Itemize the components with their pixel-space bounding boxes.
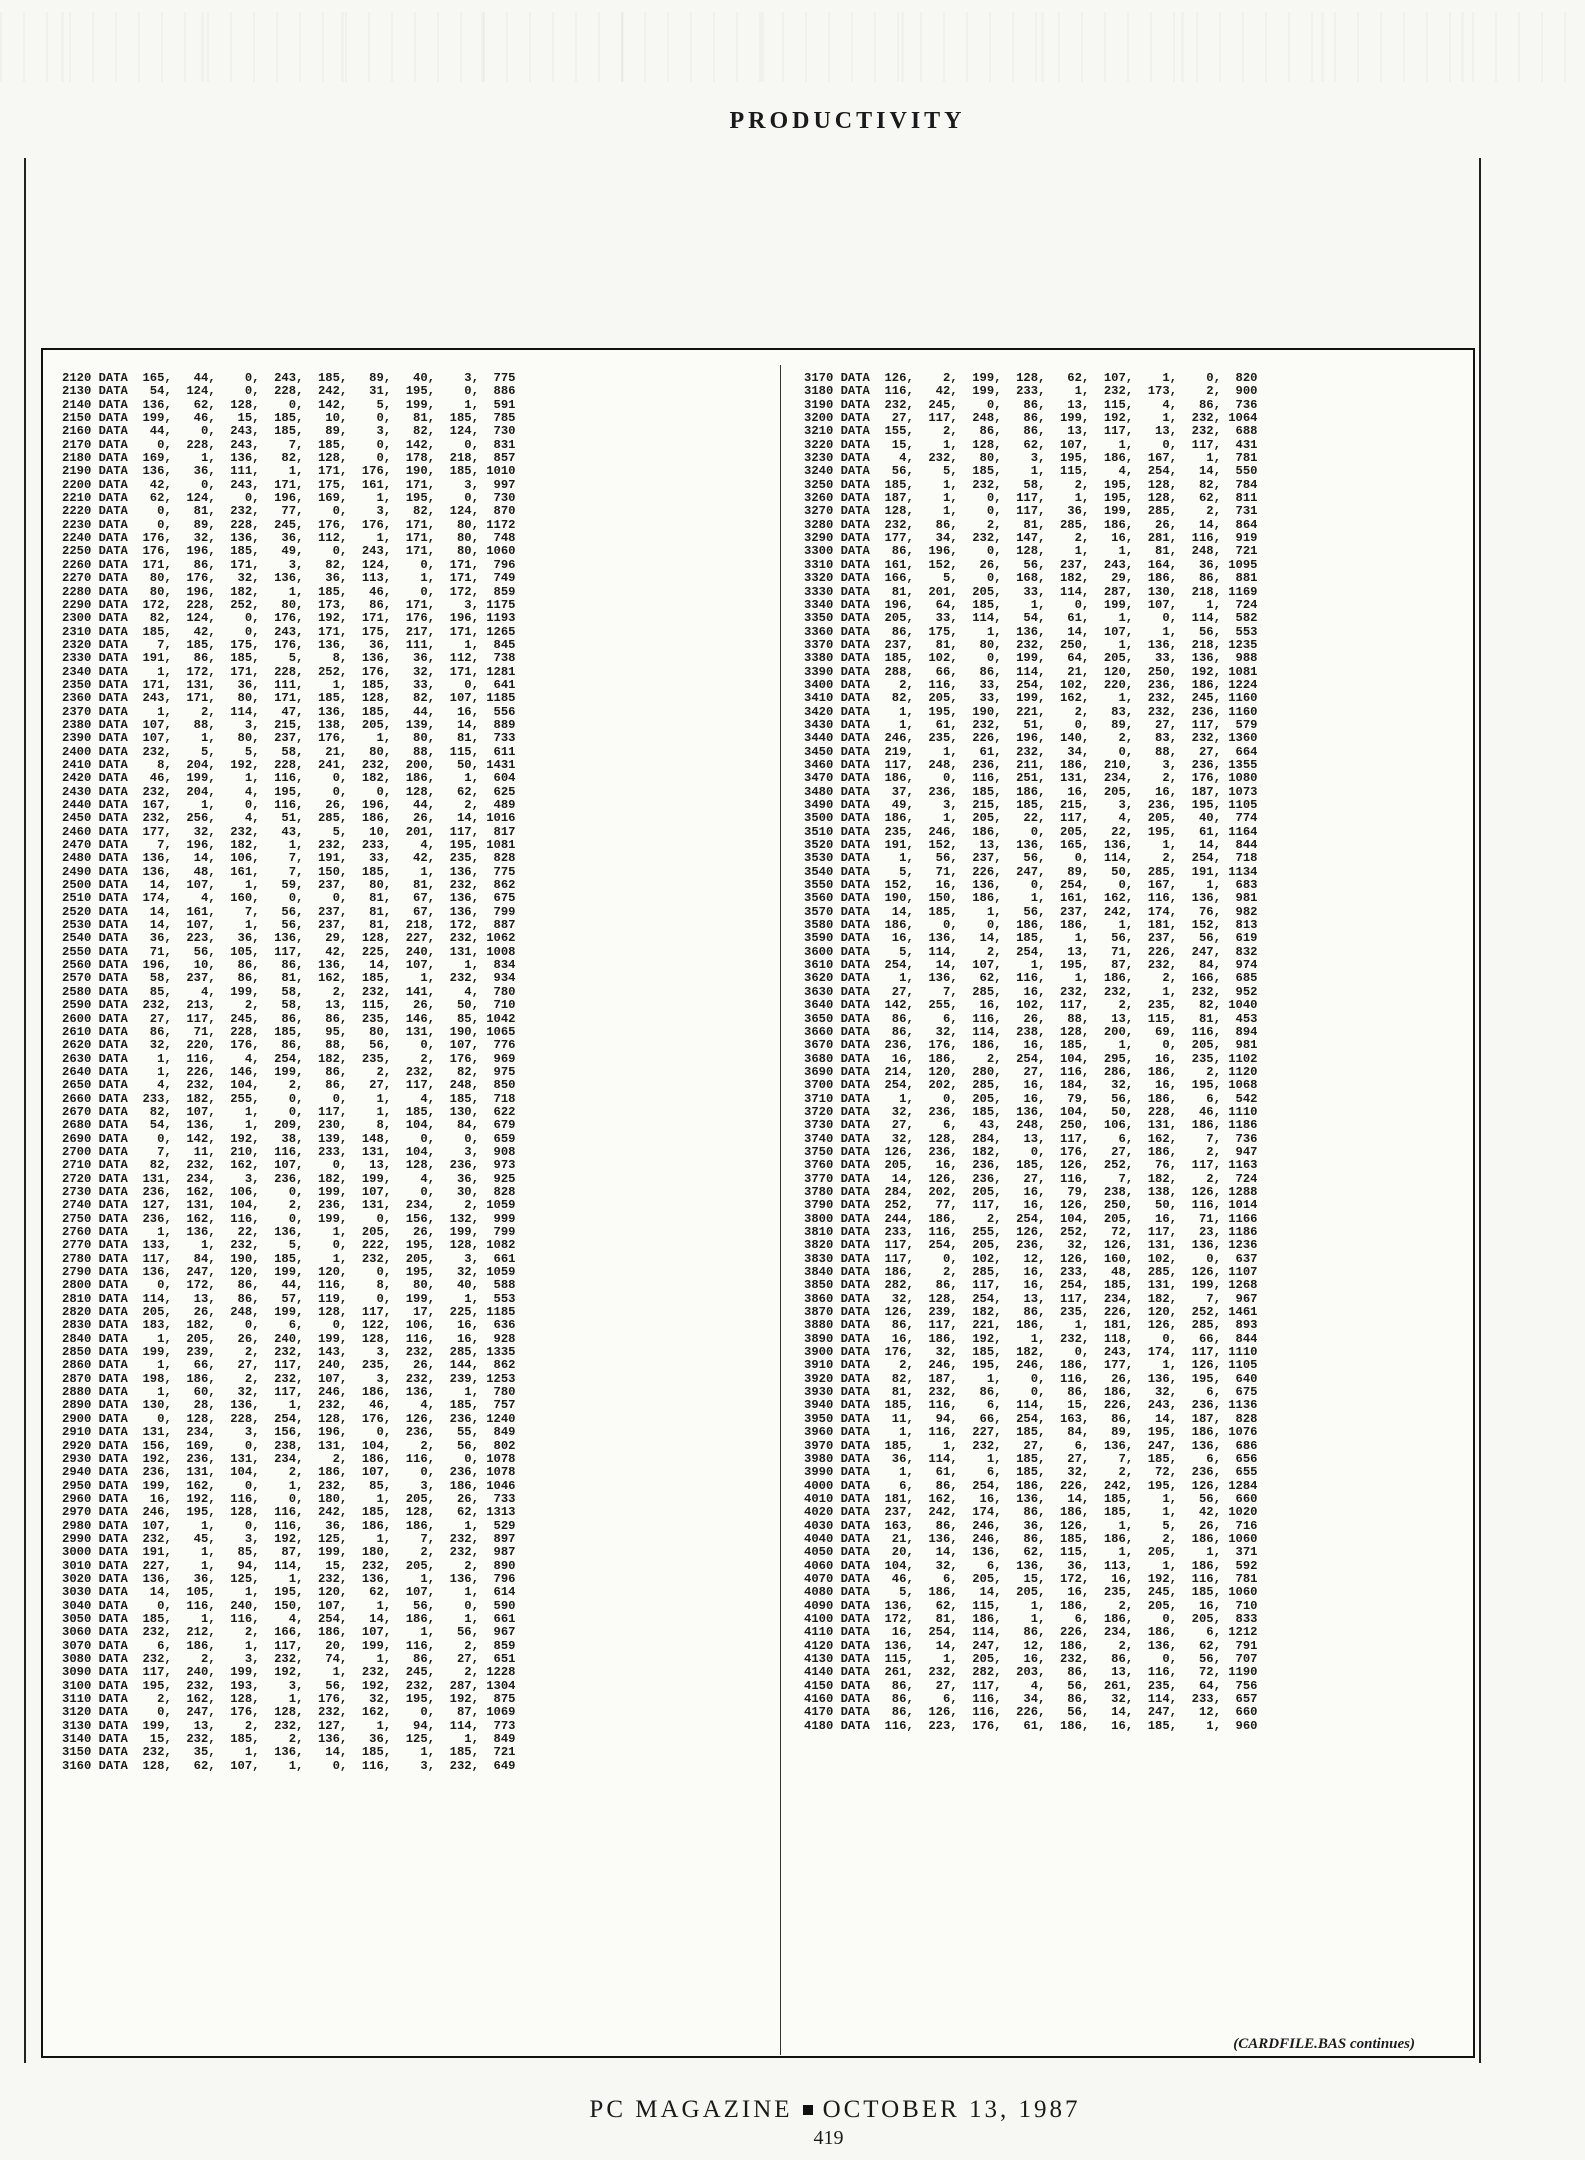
data-line: 3940 DATA 185, 116, 6, 114, 15, 226, 243, 236, 1136 bbox=[804, 1398, 1258, 1413]
data-line: 4110 DATA 16, 254, 114, 86, 226, 234, 186, 6, 1212 bbox=[804, 1625, 1258, 1640]
data-line: 2670 DATA 82, 107, 1, 0, 117, 1, 185, 130, 622 bbox=[62, 1104, 516, 1119]
data-line: 3300 DATA 86, 196, 0, 128, 1, 1, 81, 248, 721 bbox=[804, 544, 1258, 559]
data-line: 2610 DATA 86, 71, 228, 185, 95, 80, 131, 190, 1065 bbox=[62, 1024, 516, 1039]
data-line: 2500 DATA 14, 107, 1, 59, 237, 80, 81, 232, 862 bbox=[62, 878, 516, 893]
data-line: 3870 DATA 126, 239, 182, 86, 235, 226, 120, 252, 1461 bbox=[804, 1305, 1258, 1320]
data-line: 3850 DATA 282, 86, 117, 16, 254, 185, 131, 199, 1268 bbox=[804, 1278, 1258, 1293]
data-line: 4140 DATA 261, 232, 282, 203, 86, 13, 116, 72, 1190 bbox=[804, 1665, 1258, 1680]
data-line: 3090 DATA 117, 240, 199, 192, 1, 232, 245, 2, 1228 bbox=[62, 1665, 516, 1680]
data-line: 3650 DATA 86, 6, 116, 26, 88, 13, 115, 81, 453 bbox=[804, 1011, 1258, 1026]
data-line: 3530 DATA 1, 56, 237, 56, 0, 114, 2, 254, 718 bbox=[804, 851, 1258, 866]
data-line: 3160 DATA 128, 62, 107, 1, 0, 116, 3, 232, 649 bbox=[62, 1758, 516, 1773]
data-line: 3150 DATA 232, 35, 1, 136, 14, 185, 1, 185, 721 bbox=[62, 1745, 516, 1760]
data-line: 2220 DATA 0, 81, 232, 77, 0, 3, 82, 124, 870 bbox=[62, 504, 516, 519]
continuation-caption: (CARDFILE.BAS continues) bbox=[1233, 2036, 1415, 2052]
data-line: 2710 DATA 82, 232, 162, 107, 0, 13, 128, 236, 973 bbox=[62, 1158, 516, 1173]
data-line: 2350 DATA 171, 131, 36, 111, 1, 185, 33, 0, 641 bbox=[62, 677, 516, 692]
data-line: 3480 DATA 37, 236, 185, 186, 16, 205, 16, 187, 1073 bbox=[804, 784, 1258, 799]
data-line: 3660 DATA 86, 32, 114, 238, 128, 200, 69, 116, 894 bbox=[804, 1024, 1258, 1039]
data-line: 3580 DATA 186, 0, 0, 186, 186, 1, 181, 152, 813 bbox=[804, 918, 1258, 933]
data-line: 3370 DATA 237, 81, 80, 232, 250, 1, 136, 218, 1235 bbox=[804, 637, 1258, 652]
data-line: 2150 DATA 199, 46, 15, 185, 10, 0, 81, 185, 785 bbox=[62, 411, 516, 426]
data-line: 2900 DATA 0, 128, 228, 254, 128, 176, 126, 236, 1240 bbox=[62, 1411, 516, 1426]
data-line: 3750 DATA 126, 236, 182, 0, 176, 27, 186, 2, 947 bbox=[804, 1144, 1258, 1159]
data-line: 3230 DATA 4, 232, 80, 3, 195, 186, 167, 1, 781 bbox=[804, 451, 1258, 466]
data-line: 4020 DATA 237, 242, 174, 86, 186, 185, 1, 42, 1020 bbox=[804, 1505, 1258, 1520]
data-line: 3440 DATA 246, 235, 226, 196, 140, 2, 83, 232, 1360 bbox=[804, 731, 1258, 746]
data-line: 3010 DATA 227, 1, 94, 114, 15, 232, 205, 2, 890 bbox=[62, 1558, 516, 1573]
data-line: 2740 DATA 127, 131, 104, 2, 236, 131, 234, 2, 1059 bbox=[62, 1198, 516, 1213]
data-line: 3190 DATA 232, 245, 0, 86, 13, 115, 4, 86, 736 bbox=[804, 397, 1258, 412]
data-line: 3740 DATA 32, 128, 284, 13, 117, 6, 162, 7, 736 bbox=[804, 1131, 1258, 1146]
page-frame-left-rule bbox=[24, 158, 26, 2063]
data-line: 3680 DATA 16, 186, 2, 254, 104, 295, 16, 235, 1102 bbox=[804, 1051, 1258, 1066]
data-line: 3110 DATA 2, 162, 128, 1, 176, 32, 195, 192, 875 bbox=[62, 1692, 516, 1707]
data-line: 2810 DATA 114, 13, 86, 57, 119, 0, 199, 1, 553 bbox=[62, 1291, 516, 1306]
data-line: 2320 DATA 7, 185, 175, 176, 136, 36, 111, 1, 845 bbox=[62, 637, 516, 652]
data-line: 4100 DATA 172, 81, 186, 1, 6, 186, 0, 205, 833 bbox=[804, 1611, 1258, 1626]
scan-noise-strip bbox=[0, 12, 1585, 82]
data-line: 2420 DATA 46, 199, 1, 116, 0, 182, 186, 1, 604 bbox=[62, 771, 516, 786]
data-line: 3810 DATA 233, 116, 255, 126, 252, 72, 117, 23, 1186 bbox=[804, 1225, 1258, 1239]
data-line: 3180 DATA 116, 42, 199, 233, 1, 232, 173, 2, 900 bbox=[804, 384, 1258, 399]
data-line: 3960 DATA 1, 116, 227, 185, 84, 89, 195, 186, 1076 bbox=[804, 1425, 1258, 1440]
data-line: 3590 DATA 16, 136, 14, 185, 1, 56, 237, 56, 619 bbox=[804, 931, 1258, 946]
data-line: 2720 DATA 131, 234, 3, 236, 182, 199, 4, 36, 925 bbox=[62, 1171, 516, 1186]
data-line: 3690 DATA 214, 120, 280, 27, 116, 286, 186, 2, 1120 bbox=[804, 1064, 1258, 1079]
data-line: 3390 DATA 288, 66, 86, 114, 21, 120, 250, 192, 1081 bbox=[804, 664, 1258, 679]
data-line: 2360 DATA 243, 171, 80, 171, 185, 128, 82, 107, 1185 bbox=[62, 691, 516, 706]
data-line: 2950 DATA 199, 162, 0, 1, 232, 85, 3, 186, 1046 bbox=[62, 1478, 516, 1493]
data-line: 3200 DATA 27, 117, 248, 86, 199, 192, 1, 232, 1064 bbox=[804, 411, 1258, 426]
data-line: 3360 DATA 86, 175, 1, 136, 14, 107, 1, 56, 553 bbox=[804, 624, 1258, 639]
data-line: 2820 DATA 205, 26, 248, 199, 128, 117, 17, 225, 1185 bbox=[62, 1305, 516, 1320]
data-line: 2910 DATA 131, 234, 3, 156, 196, 0, 236, 55, 849 bbox=[62, 1425, 516, 1440]
data-line: 3710 DATA 1, 0, 205, 16, 79, 56, 186, 6, 542 bbox=[804, 1091, 1258, 1106]
data-line: 3790 DATA 252, 77, 117, 16, 126, 250, 50, 116, 1014 bbox=[804, 1198, 1258, 1213]
data-line: 3240 DATA 56, 5, 185, 1, 115, 4, 254, 14, 550 bbox=[804, 464, 1258, 479]
data-line: 2580 DATA 85, 4, 199, 58, 2, 232, 141, 4, 780 bbox=[62, 984, 516, 999]
data-line: 2540 DATA 36, 223, 36, 136, 29, 128, 227, 232, 1062 bbox=[62, 931, 516, 946]
data-line: 2960 DATA 16, 192, 116, 0, 180, 1, 205, 26, 733 bbox=[62, 1491, 516, 1506]
data-line: 3920 DATA 82, 187, 1, 0, 116, 26, 136, 195, 640 bbox=[804, 1371, 1258, 1386]
data-line: 2770 DATA 133, 1, 232, 5, 0, 222, 195, 128, 1082 bbox=[62, 1238, 516, 1253]
data-line: 2440 DATA 167, 1, 0, 116, 26, 196, 44, 2, 489 bbox=[62, 798, 516, 812]
data-line: 3510 DATA 235, 246, 186, 0, 205, 22, 195, 61, 1164 bbox=[804, 824, 1258, 839]
data-line: 2310 DATA 185, 42, 0, 243, 171, 175, 217, 171, 1265 bbox=[62, 624, 516, 639]
data-line: 3130 DATA 199, 13, 2, 232, 127, 1, 94, 114, 773 bbox=[62, 1718, 516, 1733]
data-line: 3430 DATA 1, 61, 232, 51, 0, 89, 27, 117, 579 bbox=[804, 717, 1258, 732]
issue-date: OCTOBER 13, 1987 bbox=[822, 2096, 1081, 2123]
data-line: 2850 DATA 199, 239, 2, 232, 143, 3, 232, 285, 1335 bbox=[62, 1345, 516, 1360]
data-line: 3410 DATA 82, 205, 33, 199, 162, 1, 232, 245, 1160 bbox=[804, 691, 1258, 706]
data-line: 3860 DATA 32, 128, 254, 13, 117, 234, 182, 7, 967 bbox=[804, 1291, 1258, 1306]
data-line: 3400 DATA 2, 116, 33, 254, 102, 220, 236, 186, 1224 bbox=[804, 677, 1258, 692]
data-line: 2190 DATA 136, 36, 111, 1, 171, 176, 190, 185, 1010 bbox=[62, 464, 516, 479]
data-line: 3460 DATA 117, 248, 236, 211, 186, 210, 3, 236, 1355 bbox=[804, 757, 1258, 772]
data-line: 3170 DATA 126, 2, 199, 128, 62, 107, 1, 0, 820 bbox=[804, 371, 1258, 385]
data-line: 3120 DATA 0, 247, 176, 128, 232, 162, 0, 87, 1069 bbox=[62, 1705, 516, 1720]
data-line: 2660 DATA 233, 182, 255, 0, 0, 1, 4, 185, 718 bbox=[62, 1091, 516, 1106]
data-line: 3210 DATA 155, 2, 86, 86, 13, 117, 13, 232, 688 bbox=[804, 424, 1258, 439]
data-line: 3140 DATA 15, 232, 185, 2, 136, 36, 125, 1, 849 bbox=[62, 1732, 516, 1747]
data-line: 2930 DATA 192, 236, 131, 234, 2, 186, 116, 0, 1078 bbox=[62, 1451, 516, 1466]
data-line: 3600 DATA 5, 114, 2, 254, 13, 71, 226, 247, 832 bbox=[804, 944, 1258, 959]
magazine-name: PC MAGAZINE bbox=[589, 2096, 793, 2123]
data-line: 3250 DATA 185, 1, 232, 58, 2, 195, 128, 82, 784 bbox=[804, 477, 1258, 492]
data-line: 3330 DATA 81, 201, 205, 33, 114, 287, 130, 218, 1169 bbox=[804, 584, 1258, 599]
data-line: 4150 DATA 86, 27, 117, 4, 56, 261, 235, 64, 756 bbox=[804, 1678, 1258, 1693]
data-line: 3560 DATA 190, 150, 186, 1, 161, 162, 116, 136, 981 bbox=[804, 891, 1258, 906]
data-line: 3670 DATA 236, 176, 186, 16, 185, 1, 0, 205, 981 bbox=[804, 1038, 1258, 1053]
data-line: 2430 DATA 232, 204, 4, 195, 0, 0, 128, 62, 625 bbox=[62, 784, 516, 799]
data-line: 2140 DATA 136, 62, 128, 0, 142, 5, 199, 1, 591 bbox=[62, 397, 516, 412]
data-line: 3060 DATA 232, 212, 2, 166, 186, 107, 1, 56, 967 bbox=[62, 1625, 516, 1640]
data-line: 3540 DATA 5, 71, 226, 247, 89, 50, 285, 191, 1134 bbox=[804, 864, 1258, 879]
data-line: 2940 DATA 236, 131, 104, 2, 186, 107, 0, 236, 1078 bbox=[62, 1465, 516, 1480]
data-line: 2450 DATA 232, 256, 4, 51, 285, 186, 26, 14, 1016 bbox=[62, 811, 516, 826]
data-line: 2970 DATA 246, 195, 128, 116, 242, 185, 128, 62, 1313 bbox=[62, 1505, 516, 1520]
data-line: 2130 DATA 54, 124, 0, 228, 242, 31, 195, 0, 886 bbox=[62, 384, 516, 399]
data-line: 3020 DATA 136, 36, 125, 1, 232, 136, 1, 136, 796 bbox=[62, 1571, 516, 1586]
data-line: 2390 DATA 107, 1, 80, 237, 176, 1, 80, 81, 733 bbox=[62, 731, 516, 746]
data-line: 2760 DATA 1, 136, 22, 136, 1, 205, 26, 199, 799 bbox=[62, 1225, 516, 1239]
data-line: 2750 DATA 236, 162, 116, 0, 199, 0, 156, 132, 999 bbox=[62, 1211, 516, 1226]
data-line: 2550 DATA 71, 56, 105, 117, 42, 225, 240, 131, 1008 bbox=[62, 944, 516, 959]
data-line: 3990 DATA 1, 61, 6, 185, 32, 2, 72, 236, 655 bbox=[804, 1465, 1258, 1480]
data-line: 2560 DATA 196, 10, 86, 86, 136, 14, 107, 1, 834 bbox=[62, 958, 516, 973]
data-line: 4010 DATA 181, 162, 16, 136, 14, 185, 1, 56, 660 bbox=[804, 1491, 1258, 1506]
listing-column-right bbox=[804, 372, 1257, 1733]
data-line: 2300 DATA 82, 124, 0, 176, 192, 171, 176, 196, 1193 bbox=[62, 611, 516, 626]
listing-column-left bbox=[62, 372, 515, 1773]
data-line: 2340 DATA 1, 172, 171, 228, 252, 176, 32, 171, 1281 bbox=[62, 664, 516, 679]
section-title: PRODUCTIVITY bbox=[729, 108, 966, 134]
data-line: 3910 DATA 2, 246, 195, 246, 186, 177, 1, 126, 1105 bbox=[804, 1358, 1258, 1373]
data-line: 3520 DATA 191, 152, 13, 136, 165, 136, 1, 14, 844 bbox=[804, 838, 1258, 853]
data-line: 2600 DATA 27, 117, 245, 86, 86, 235, 146, 85, 1042 bbox=[62, 1011, 516, 1026]
data-line: 3420 DATA 1, 195, 190, 221, 2, 83, 232, 236, 1160 bbox=[804, 704, 1258, 719]
data-line: 3930 DATA 81, 232, 86, 0, 86, 186, 32, 6, 675 bbox=[804, 1385, 1258, 1400]
data-line: 3780 DATA 284, 202, 205, 16, 79, 238, 138, 126, 1288 bbox=[804, 1184, 1258, 1199]
data-line: 3700 DATA 254, 202, 285, 16, 184, 32, 16, 195, 1068 bbox=[804, 1078, 1258, 1093]
data-line: 2480 DATA 136, 14, 106, 7, 191, 33, 42, 235, 828 bbox=[62, 851, 516, 866]
data-line: 3270 DATA 128, 1, 0, 117, 36, 199, 285, 2, 731 bbox=[804, 504, 1258, 519]
data-line: 3640 DATA 142, 255, 16, 102, 117, 2, 235, 82, 1040 bbox=[804, 998, 1258, 1013]
data-line: 3050 DATA 185, 1, 116, 4, 254, 14, 186, 1, 661 bbox=[62, 1611, 516, 1626]
data-line: 3980 DATA 36, 114, 1, 185, 27, 7, 185, 6, 656 bbox=[804, 1451, 1258, 1466]
data-line: 3080 DATA 232, 2, 3, 232, 74, 1, 86, 27, 651 bbox=[62, 1652, 516, 1666]
page-footer bbox=[0, 2096, 1585, 2124]
data-line: 2800 DATA 0, 172, 86, 44, 116, 8, 80, 40, 588 bbox=[62, 1278, 516, 1293]
data-line: 3730 DATA 27, 6, 43, 248, 250, 106, 131, 186, 1186 bbox=[804, 1118, 1258, 1133]
data-line: 2990 DATA 232, 45, 3, 192, 125, 1, 7, 232, 897 bbox=[62, 1531, 516, 1546]
data-line: 2640 DATA 1, 226, 146, 199, 86, 2, 232, 82, 975 bbox=[62, 1064, 516, 1079]
data-line: 3040 DATA 0, 116, 240, 150, 107, 1, 56, 0, 590 bbox=[62, 1598, 516, 1613]
page-frame-right-rule bbox=[1479, 158, 1481, 2063]
data-line: 2250 DATA 176, 196, 185, 49, 0, 243, 171, 80, 1060 bbox=[62, 544, 516, 559]
data-line: 3100 DATA 195, 232, 193, 3, 56, 192, 232, 287, 1304 bbox=[62, 1678, 516, 1693]
data-line: 4040 DATA 21, 136, 246, 86, 185, 186, 2, 186, 1060 bbox=[804, 1531, 1258, 1546]
data-line: 2270 DATA 80, 176, 32, 136, 36, 113, 1, 171, 749 bbox=[62, 571, 516, 586]
data-line: 2650 DATA 4, 232, 104, 2, 86, 27, 117, 248, 850 bbox=[62, 1078, 516, 1093]
data-line: 2230 DATA 0, 89, 228, 245, 176, 176, 171, 80, 1172 bbox=[62, 517, 516, 532]
data-line: 2570 DATA 58, 237, 86, 81, 162, 185, 1, 232, 934 bbox=[62, 971, 516, 986]
data-line: 2470 DATA 7, 196, 182, 1, 232, 233, 4, 195, 1081 bbox=[62, 838, 516, 853]
data-line: 2410 DATA 8, 204, 192, 228, 241, 232, 200, 50, 1431 bbox=[62, 757, 516, 772]
page-number: 419 bbox=[813, 2127, 844, 2149]
data-line: 3950 DATA 11, 94, 66, 254, 163, 86, 14, 187, 828 bbox=[804, 1411, 1258, 1426]
data-line: 2210 DATA 62, 124, 0, 196, 169, 1, 195, 0, 730 bbox=[62, 491, 516, 506]
data-line: 3890 DATA 16, 186, 192, 1, 232, 118, 0, 66, 844 bbox=[804, 1331, 1258, 1346]
data-line: 4130 DATA 115, 1, 205, 16, 232, 86, 0, 56, 707 bbox=[804, 1652, 1258, 1666]
data-line: 2920 DATA 156, 169, 0, 238, 131, 104, 2, 56, 802 bbox=[62, 1438, 516, 1453]
data-line: 4060 DATA 104, 32, 6, 136, 36, 113, 1, 186, 592 bbox=[804, 1558, 1258, 1573]
data-line: 3320 DATA 166, 5, 0, 168, 182, 29, 186, 86, 881 bbox=[804, 571, 1258, 586]
square-bullet-icon bbox=[803, 2105, 813, 2115]
data-line: 4030 DATA 163, 86, 246, 36, 126, 1, 5, 26, 716 bbox=[804, 1518, 1258, 1533]
data-line: 2830 DATA 183, 182, 0, 6, 0, 122, 106, 16, 636 bbox=[62, 1318, 516, 1333]
data-line: 2370 DATA 1, 2, 114, 47, 136, 185, 44, 16, 556 bbox=[62, 704, 516, 719]
data-line: 2530 DATA 14, 107, 1, 56, 237, 81, 218, 172, 887 bbox=[62, 918, 516, 933]
data-line: 2120 DATA 165, 44, 0, 243, 185, 89, 40, 3, 775 bbox=[62, 371, 516, 385]
data-line: 3720 DATA 32, 236, 185, 136, 104, 50, 228, 46, 1110 bbox=[804, 1104, 1258, 1119]
data-line: 2400 DATA 232, 5, 5, 58, 21, 80, 88, 115, 611 bbox=[62, 744, 516, 759]
data-line: 2890 DATA 130, 28, 136, 1, 232, 46, 4, 185, 757 bbox=[62, 1398, 516, 1413]
data-line: 3550 DATA 152, 16, 136, 0, 254, 0, 167, 1, 683 bbox=[804, 878, 1258, 893]
data-line: 3340 DATA 196, 64, 185, 1, 0, 199, 107, 1, 724 bbox=[804, 597, 1258, 612]
data-line: 4050 DATA 20, 14, 136, 62, 115, 1, 205, 1, 371 bbox=[804, 1545, 1258, 1560]
data-line: 3310 DATA 161, 152, 26, 56, 237, 243, 164, 36, 1095 bbox=[804, 557, 1258, 572]
data-line: 3290 DATA 177, 34, 232, 147, 2, 16, 281, 116, 919 bbox=[804, 531, 1258, 546]
data-line: 2260 DATA 171, 86, 171, 3, 82, 124, 0, 171, 796 bbox=[62, 557, 516, 572]
data-line: 2680 DATA 54, 136, 1, 209, 230, 8, 104, 84, 679 bbox=[62, 1118, 516, 1133]
data-line: 2880 DATA 1, 60, 32, 117, 246, 186, 136, 1, 780 bbox=[62, 1385, 516, 1400]
column-divider bbox=[780, 365, 781, 2055]
data-line: 4000 DATA 6, 86, 254, 186, 226, 242, 195, 126, 1284 bbox=[804, 1478, 1258, 1493]
data-line: 4160 DATA 86, 6, 116, 34, 86, 32, 114, 233, 657 bbox=[804, 1692, 1258, 1707]
data-line: 2840 DATA 1, 205, 26, 240, 199, 128, 116, 16, 928 bbox=[62, 1331, 516, 1346]
data-line: 2200 DATA 42, 0, 243, 171, 175, 161, 171, 3, 997 bbox=[62, 477, 516, 492]
data-line: 3970 DATA 185, 1, 232, 27, 6, 136, 247, 136, 686 bbox=[804, 1438, 1258, 1453]
data-line: 3260 DATA 187, 1, 0, 117, 1, 195, 128, 62, 811 bbox=[804, 491, 1258, 506]
data-line: 2180 DATA 169, 1, 136, 82, 128, 0, 178, 218, 857 bbox=[62, 451, 516, 466]
data-line: 4170 DATA 86, 126, 116, 226, 56, 14, 247, 12, 660 bbox=[804, 1705, 1258, 1720]
data-line: 3350 DATA 205, 33, 114, 54, 61, 1, 0, 114, 582 bbox=[804, 611, 1258, 626]
data-line: 2730 DATA 236, 162, 106, 0, 199, 107, 0, 30, 828 bbox=[62, 1184, 516, 1199]
data-line: 2630 DATA 1, 116, 4, 254, 182, 235, 2, 176, 969 bbox=[62, 1051, 516, 1066]
data-line: 3610 DATA 254, 14, 107, 1, 195, 87, 232, 84, 974 bbox=[804, 958, 1258, 973]
data-line: 3280 DATA 232, 86, 2, 81, 285, 186, 26, 14, 864 bbox=[804, 517, 1258, 532]
data-line: 3830 DATA 117, 0, 102, 12, 126, 160, 102, 0, 637 bbox=[804, 1251, 1258, 1266]
data-line: 3770 DATA 14, 126, 236, 27, 116, 7, 182, 2, 724 bbox=[804, 1171, 1258, 1186]
data-line: 2510 DATA 174, 4, 160, 0, 0, 81, 67, 136, 675 bbox=[62, 891, 516, 906]
data-line: 3470 DATA 186, 0, 116, 251, 131, 234, 2, 176, 1080 bbox=[804, 771, 1258, 786]
data-line: 3570 DATA 14, 185, 1, 56, 237, 242, 174, 76, 982 bbox=[804, 904, 1258, 919]
data-line: 2160 DATA 44, 0, 243, 185, 89, 3, 82, 124, 730 bbox=[62, 424, 516, 439]
data-line: 3000 DATA 191, 1, 85, 87, 199, 180, 2, 232, 987 bbox=[62, 1545, 516, 1560]
data-line: 2240 DATA 176, 32, 136, 36, 112, 1, 171, 80, 748 bbox=[62, 531, 516, 546]
data-line: 3380 DATA 185, 102, 0, 199, 64, 205, 33, 136, 988 bbox=[804, 651, 1258, 666]
data-line: 2620 DATA 32, 220, 176, 86, 88, 56, 0, 107, 776 bbox=[62, 1038, 516, 1053]
data-line: 3070 DATA 6, 186, 1, 117, 20, 199, 116, 2, 859 bbox=[62, 1638, 516, 1653]
data-line: 2290 DATA 172, 228, 252, 80, 173, 86, 171, 3, 1175 bbox=[62, 597, 516, 612]
data-line: 4180 DATA 116, 223, 176, 61, 186, 16, 185, 1, 960 bbox=[804, 1718, 1258, 1733]
data-line: 2490 DATA 136, 48, 161, 7, 150, 185, 1, 136, 775 bbox=[62, 864, 516, 879]
data-line: 3840 DATA 186, 2, 285, 16, 233, 48, 285, 126, 1107 bbox=[804, 1265, 1258, 1280]
data-line: 2590 DATA 232, 213, 2, 58, 13, 115, 26, 50, 710 bbox=[62, 998, 516, 1013]
data-line: 3220 DATA 15, 1, 128, 62, 107, 1, 0, 117, 431 bbox=[804, 437, 1258, 452]
data-line: 3820 DATA 117, 254, 205, 236, 32, 126, 131, 136, 1236 bbox=[804, 1238, 1258, 1253]
data-line: 2460 DATA 177, 32, 232, 43, 5, 10, 201, 117, 817 bbox=[62, 824, 516, 839]
data-line: 3900 DATA 176, 32, 185, 182, 0, 243, 174, 117, 1110 bbox=[804, 1345, 1258, 1360]
data-line: 3450 DATA 219, 1, 61, 232, 34, 0, 88, 27, 664 bbox=[804, 744, 1258, 759]
data-line: 3500 DATA 186, 1, 205, 22, 117, 4, 205, 40, 774 bbox=[804, 811, 1258, 826]
data-line: 4070 DATA 46, 6, 205, 15, 172, 16, 192, 116, 781 bbox=[804, 1571, 1258, 1586]
data-line: 2870 DATA 198, 186, 2, 232, 107, 3, 232, 239, 1253 bbox=[62, 1371, 516, 1386]
data-line: 2280 DATA 80, 196, 182, 1, 185, 46, 0, 172, 859 bbox=[62, 584, 516, 599]
data-line: 4080 DATA 5, 186, 14, 205, 16, 235, 245, 185, 1060 bbox=[804, 1585, 1258, 1600]
data-line: 2380 DATA 107, 88, 3, 215, 138, 205, 139, 14, 889 bbox=[62, 717, 516, 732]
data-line: 4120 DATA 136, 14, 247, 12, 186, 2, 136, 62, 791 bbox=[804, 1638, 1258, 1653]
data-line: 3030 DATA 14, 105, 1, 195, 120, 62, 107, 1, 614 bbox=[62, 1585, 516, 1600]
data-line: 3630 DATA 27, 7, 285, 16, 232, 232, 1, 232, 952 bbox=[804, 984, 1258, 999]
data-line: 2790 DATA 136, 247, 120, 199, 120, 0, 195, 32, 1059 bbox=[62, 1265, 516, 1280]
data-line: 3760 DATA 205, 16, 236, 185, 126, 252, 76, 117, 1163 bbox=[804, 1158, 1258, 1173]
data-line: 2690 DATA 0, 142, 192, 38, 139, 148, 0, 0, 659 bbox=[62, 1131, 516, 1146]
data-line: 2170 DATA 0, 228, 243, 7, 185, 0, 142, 0, 831 bbox=[62, 437, 516, 452]
data-line: 3880 DATA 86, 117, 221, 186, 1, 181, 126, 285, 893 bbox=[804, 1318, 1258, 1333]
data-line: 2330 DATA 191, 86, 185, 5, 8, 136, 36, 112, 738 bbox=[62, 651, 516, 666]
data-line: 3490 DATA 49, 3, 215, 185, 215, 3, 236, 195, 1105 bbox=[804, 798, 1258, 812]
data-line: 3620 DATA 1, 136, 62, 116, 1, 186, 2, 166, 685 bbox=[804, 971, 1258, 986]
data-line: 4090 DATA 136, 62, 115, 1, 186, 2, 205, 16, 710 bbox=[804, 1598, 1258, 1613]
data-line: 2700 DATA 7, 11, 210, 116, 233, 131, 104, 3, 908 bbox=[62, 1144, 516, 1159]
data-line: 2860 DATA 1, 66, 27, 117, 240, 235, 26, 144, 862 bbox=[62, 1358, 516, 1373]
data-line: 2520 DATA 14, 161, 7, 56, 237, 81, 67, 136, 799 bbox=[62, 904, 516, 919]
data-line: 2980 DATA 107, 1, 0, 116, 36, 186, 186, 1, 529 bbox=[62, 1518, 516, 1533]
data-line: 2780 DATA 117, 84, 190, 185, 1, 232, 205, 3, 661 bbox=[62, 1251, 516, 1266]
data-line: 3800 DATA 244, 186, 2, 254, 104, 205, 16, 71, 1166 bbox=[804, 1211, 1258, 1226]
